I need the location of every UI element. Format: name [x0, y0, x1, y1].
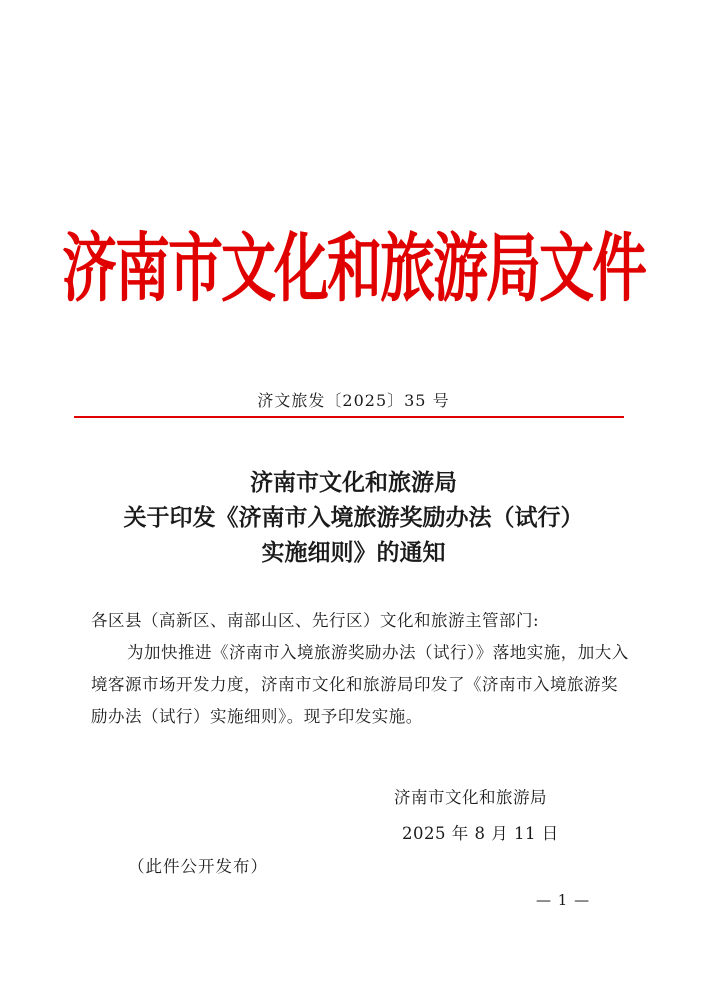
notice-title: [0, 466, 707, 571]
notice-body: [91, 605, 631, 733]
title-line-1: 济南市文化和旅游局: [250, 470, 457, 496]
red-separator-line: [74, 416, 624, 418]
issue-date: 2025 年 8 月 11 日: [402, 824, 559, 843]
body-paragraph: 为加快推进《济南市入境旅游奖励办法（试行）》落地实施，加大入境客源市场开发力度，济南市文化和旅游局印发了《济南市入境旅游奖励办法（试行）实施细则》。现予印发实施。: [91, 643, 629, 726]
page-number: — 1 —: [536, 891, 591, 909]
issuing-authority: 济南市文化和旅游局: [394, 788, 547, 807]
public-release-note: （此件公开发布）: [128, 857, 268, 876]
title-line-2: 关于印发《济南市入境旅游奖励办法（试行）: [123, 505, 584, 531]
salutation: 各区县（高新区、南部山区、先行区）文化和旅游主管部门:: [91, 611, 540, 630]
title-line-3: 实施细则》的通知: [261, 540, 446, 566]
document-number: 济文旅发〔2025〕35 号: [257, 391, 450, 410]
masthead-title: 济南市文化和旅游局文件: [61, 225, 645, 312]
